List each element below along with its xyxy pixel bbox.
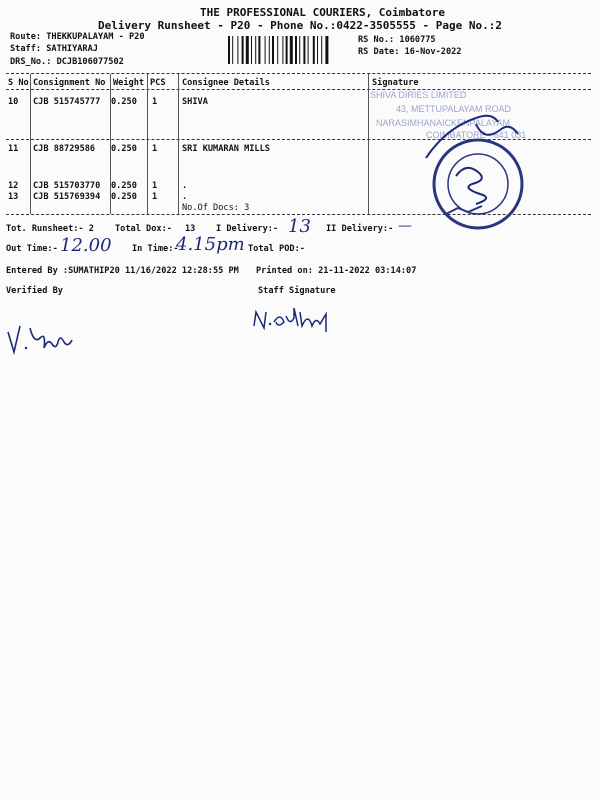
barcode-bar — [321, 36, 322, 64]
barcode-bar — [232, 36, 233, 64]
row-details: . — [182, 181, 188, 191]
verified-by-label: Verified By — [6, 286, 63, 296]
barcode-bar — [269, 36, 270, 64]
staff-label: Staff: SATHIYARAJ — [10, 44, 98, 54]
barcode-bar — [258, 36, 260, 64]
barcode-bar — [286, 36, 288, 64]
row-sno: 12 — [8, 181, 19, 191]
staff-signature-label: Staff Signature — [258, 286, 336, 296]
staff-handwritten-signature — [250, 302, 340, 336]
row-details: . — [182, 192, 188, 202]
in-time-hand: 4.15pm — [176, 234, 245, 255]
barcode-bar — [228, 36, 230, 64]
barcode-bar — [242, 36, 244, 64]
col-signature: Signature — [372, 78, 419, 88]
route-label: Route: THEKKUPALAYAM - P20 — [10, 32, 145, 42]
col-weight: Weight — [113, 78, 145, 88]
ii-delivery-hand: — — [398, 218, 412, 234]
total-pod-label: Total POD:- — [248, 244, 305, 254]
table-top-rule — [6, 73, 591, 74]
company-stamp — [366, 84, 590, 234]
row-consignment: CJB 88729586 — [33, 144, 96, 154]
drs-label: DRS_No.: DCJB106077502 — [10, 57, 124, 67]
row-sno: 10 — [8, 97, 19, 107]
row-details: SRI KUMARAN MILLS — [182, 144, 270, 154]
barcode-bar — [313, 36, 315, 64]
col-divider — [147, 74, 148, 214]
tot-runsheet: Tot. Runsheet:- 2 — [6, 224, 94, 234]
barcode-image — [228, 36, 353, 64]
out-time-label: Out Time:- — [6, 244, 58, 254]
barcode-bar — [303, 36, 305, 64]
barcode-bar — [246, 36, 249, 64]
i-delivery-label: I Delivery:- — [216, 224, 279, 234]
row-details: SHIVA — [182, 97, 208, 107]
total-dox-value: 13 — [185, 224, 196, 234]
col-pcs: PCS — [150, 78, 166, 88]
i-delivery-hand: 13 — [288, 216, 311, 237]
barcode-bar — [255, 36, 256, 64]
row-pcs: 1 — [152, 97, 158, 107]
row-pcs: 1 — [152, 192, 158, 202]
barcode-bar — [277, 36, 278, 64]
col-consignee: Consignee Details — [182, 78, 270, 88]
row-consignment: CJB 515703770 — [33, 181, 101, 191]
row-consignment: CJB 515745777 — [33, 97, 101, 107]
in-time-label: In Time:- — [132, 244, 179, 254]
svg-text:NARASIMHANAICKENPALAYAM: NARASIMHANAICKENPALAYAM — [376, 118, 511, 128]
barcode-bar — [265, 36, 266, 64]
row-weight: 0.250 — [111, 144, 137, 154]
row-weight: 0.250 — [111, 97, 137, 107]
verifier-signature — [4, 318, 84, 360]
barcode-bar — [290, 36, 293, 64]
rs-date: RS Date: 16-Nov-2022 — [358, 47, 462, 57]
row-pcs: 1 — [152, 181, 158, 191]
company-title: THE PROFESSIONAL COURIERS, Coimbatore — [200, 6, 446, 19]
row-sno: 13 — [8, 192, 19, 202]
entered-by: Entered By :SUMATHIP20 11/16/2022 12:28:55 PM — [6, 266, 239, 276]
rs-number: RS No.: 1060775 — [358, 35, 436, 45]
ii-delivery-label: II Delivery:- — [326, 224, 394, 234]
svg-text:COIMBATORE - 641 031: COIMBATORE - 641 031 — [426, 130, 527, 140]
barcode-bar — [317, 36, 318, 64]
out-time-hand: 12.00 — [60, 235, 112, 256]
col-divider — [178, 74, 179, 214]
col-divider — [30, 74, 31, 214]
row-pcs: 1 — [152, 144, 158, 154]
svg-text:43, METTUPALAYAM ROAD: 43, METTUPALAYAM ROAD — [396, 104, 512, 114]
row-weight: 0.250 — [111, 192, 137, 202]
barcode-bar — [295, 36, 297, 64]
col-sno: S No — [8, 78, 29, 88]
svg-text:SHIVA DIRIES LIMITED: SHIVA DIRIES LIMITED — [370, 90, 467, 100]
barcode-bar — [282, 36, 283, 64]
row-consignment: CJB 515769394 — [33, 192, 101, 202]
col-consignment: Consignment No — [33, 78, 106, 88]
row-weight: 0.250 — [111, 181, 137, 191]
no-of-docs: No.Of Docs: 3 — [182, 203, 250, 213]
barcode-bar — [308, 36, 309, 64]
runsheet-subtitle: Delivery Runsheet - P20 - Phone No.:0422-3505555 - Page No.:2 — [98, 19, 502, 32]
barcode-bar — [251, 36, 252, 64]
barcode-bar — [325, 36, 328, 64]
total-dox-label: Total Dox:- — [115, 224, 172, 234]
row-sno: 11 — [8, 144, 19, 154]
printed-on: Printed on: 21-11-2022 03:14:07 — [256, 266, 417, 276]
barcode-bar — [237, 36, 238, 64]
barcode-bar — [272, 36, 274, 64]
barcode-bar — [299, 36, 300, 64]
